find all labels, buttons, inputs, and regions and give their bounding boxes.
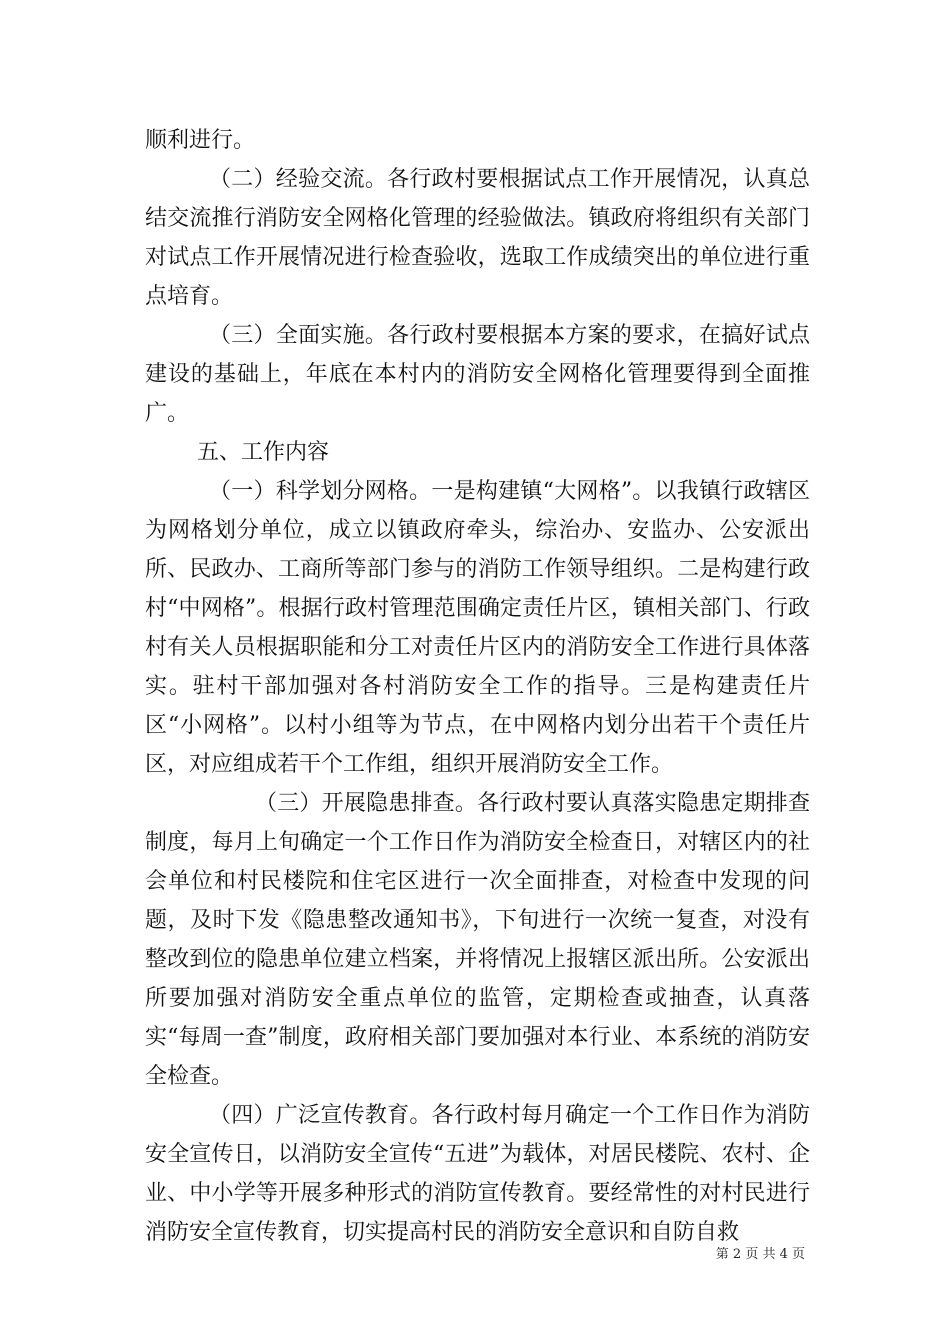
paragraph-experience-exchange: （二）经验交流。各行政村要根据试点工作开展情况，认真总结交流推行消防安全网格化管理的经验做法。镇政府将组织有关部门对试点工作开展情况进行检查验收，选取工作成绩突出的单位进行重点培育。 [145,167,810,309]
paragraph-publicity-education: （四）广泛宣传教育。各行政村每月确定一个工作日作为消防安全宣传日，以消防安全宣传“五进”为载体，对居民楼院、农村、企业、中小学等开展多种形式的消防宣传教育。要经常性的对村民进行消防安全宣传教育，切实提高村民的消防安全意识和自防自救 [145,1103,810,1245]
paragraph-hazard-inspection: （三）开展隐患排查。各行政村要认真落实隐患定期排查制度，每月上旬确定一个工作日作为消防安全检查日，对辖区内的社会单位和村民楼院和住宅区进行一次全面排查，对检查中发现的问题，及时下发《隐患整改通知书》，下旬进行一次统一复查，对没有整改到位的隐患单位建立档案，并将情况上报辖区派出所。公安派出所要加强对消防安全重点单位的监管，定期检查或抽查，认真落实“每周一查”制度，政府相关部门要加强对本行业、本系统的消防安全检查。 [145,791,810,1089]
document-body [145,121,810,1252]
section-heading-work-content: 五、工作内容 [197,440,330,465]
paragraph-continuation: 顺利进行。 [145,128,256,153]
paragraph-full-implementation: （三）全面实施。各行政村要根据本方案的要求，在搞好试点建设的基础上，年底在本村内的消防安全网格化管理要得到全面推广。 [145,323,810,426]
paragraph-grid-division: （一）科学划分网格。一是构建镇“大网格”。以我镇行政辖区为网格划分单位，成立以镇政府牵头，综治办、安监办、公安派出所、民政办、工商所等部门参与的消防工作领导组织。二是构建行政村“中网格”。根据行政村管理范围确定责任片区，镇相关部门、行政村有关人员根据职能和分工对责任片区内的消防安全工作进行具体落实。驻村干部加强对各村消防安全工作的指导。三是构建责任片区“小网格”。以村小组等为节点，在中网格内划分出若干个责任片区，对应组成若干个工作组，组织开展消防安全工作。 [145,479,810,777]
page-number-footer: 第 2 页 共 4 页 [715,1247,805,1262]
